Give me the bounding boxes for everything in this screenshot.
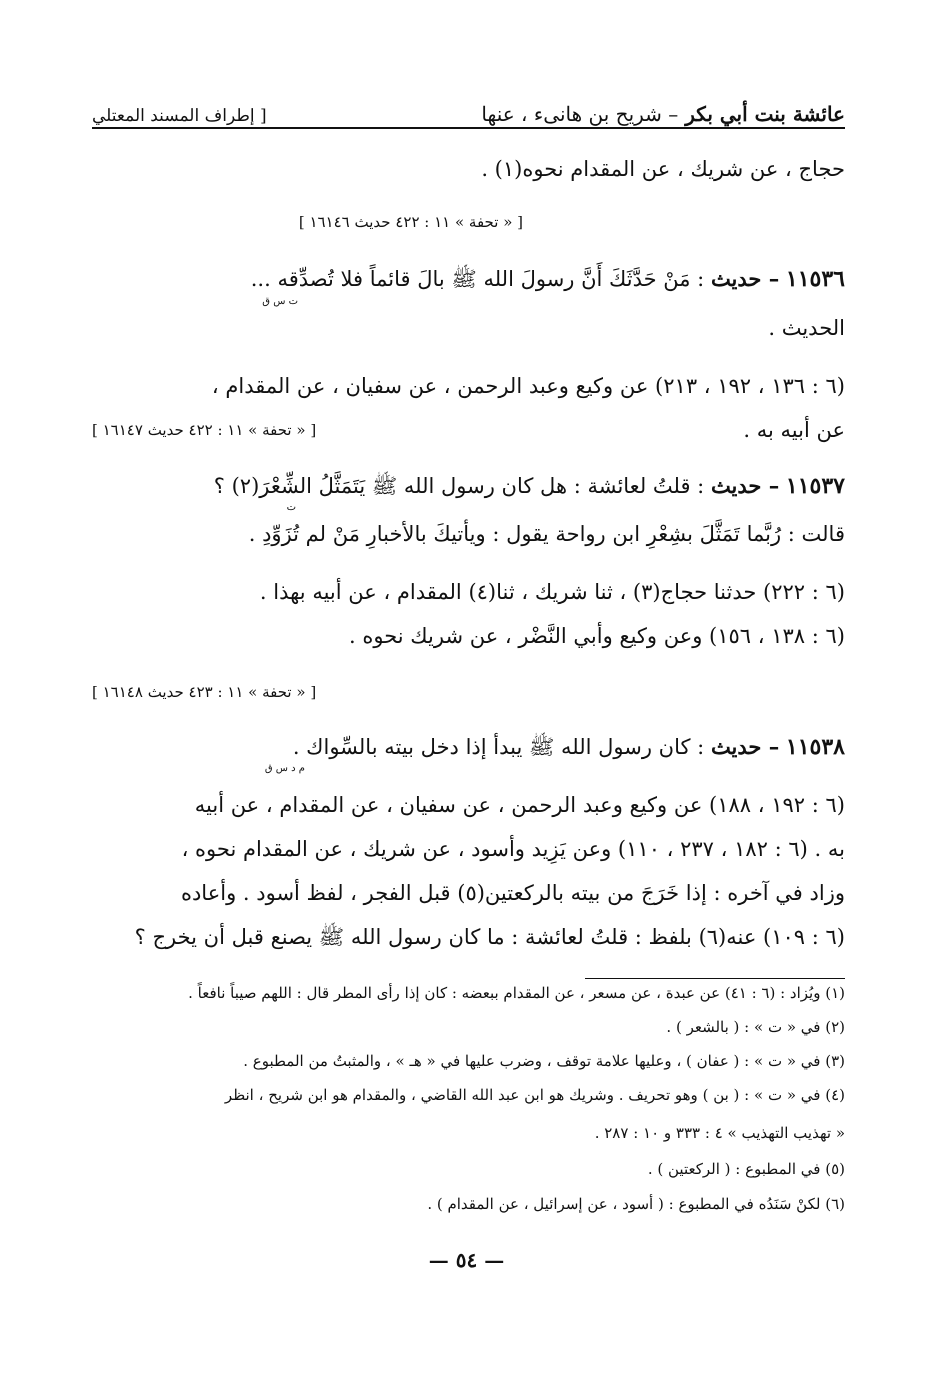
- footnote-separator: [585, 978, 845, 979]
- text-line: وزاد في آخره : إذا خَرَجَ من بيته بالركعتين(٥) قبل الفجر ، لفظ أسود . وأعاده: [180, 881, 845, 905]
- footnote-1: (١) ويُزاد : (٦ : ٤١) عن عبدة ، عن مسعر ، عن المقدام ببعضه : كان إذا رأى المطر قال : اللهم صيباً نافعاً .: [188, 984, 845, 1002]
- hadith-11538: [293, 733, 845, 761]
- text-line: (٦ : ٢٢٢) حدثنا حجاج(٣) ، ثنا شريك ، ثنا(٤) المقدام ، عن أبيه بهذا .: [259, 580, 845, 604]
- text-line: حجاج ، عن شريك ، عن المقدام نحوه(١) .: [481, 157, 845, 181]
- text-line: عن أبيه به .: [743, 418, 845, 442]
- text-line: (٦ : ١٣٨ ، ١٥٦) وعن وكيع وأبي النَّضْر ، عن شريك نحوه .: [349, 624, 845, 648]
- text-line: (٦ : ١٣٦ ، ١٩٢ ، ٢١٣) عن وكيع وعبد الرحمن ، عن سفيان ، عن المقدام ،: [211, 374, 845, 398]
- text-line: الحديث .: [768, 316, 845, 340]
- hadith-label: – حديث: [710, 734, 780, 759]
- footnote-4-continued: « تهذيب التهذيب » ٤ : ٣٣٣ و ١٠ : ٢٨٧ .: [594, 1124, 845, 1142]
- footnote-2: (٢) في « ت » : ( بالشعر ) .: [666, 1018, 845, 1036]
- text-line: به . (٦ : ١٨٢ ، ٢٣٧ ، ١١٠) وعن يَزِيد وأسود ، عن شريك ، عن المقدام نحوه ،: [181, 837, 845, 861]
- footnote-3: (٣) في « ت » : ( عفان ) ، وعليها علامة توقف ، وضرب عليها في « هـ » ، والمثبتُ من المطبوع .: [243, 1052, 845, 1070]
- header-rule: [92, 127, 845, 129]
- hadith-sigla: ت س ق: [262, 296, 298, 307]
- header-chapter-subtitle: – شريح بن هانىء ، عنها: [481, 102, 679, 126]
- hadith-number: ١١٥٣٨: [785, 734, 845, 760]
- hadith-text: : كان رسول الله ﷺ يبدأ إذا دخل بيته بالسِّواك .: [292, 735, 705, 759]
- header-book-title: [ إطراف المسند المعتلي: [92, 106, 267, 126]
- tuhfa-reference: [ « تحفة » ١١ : ٤٢٣ حديث ١٦١٤٨ ]: [92, 683, 317, 701]
- hadith-label: – حديث: [710, 266, 780, 291]
- hadith-number: ١١٥٣٧: [785, 473, 845, 499]
- page-number: — ٥٤ —: [428, 1248, 505, 1272]
- tuhfa-reference: [ « تحفة » ١١ : ٤٢٢ حديث ١٦١٤٦ ]: [298, 213, 523, 231]
- footnote-5: (٥) في المطبوع : ( الركعتين ) .: [647, 1160, 845, 1178]
- header-chapter: [481, 102, 845, 126]
- footnote-4: (٤) في « ت » : ( بن ) وهو تحريف . وشريك هو ابن عبد الله القاضي ، والمقدام هو ابن شريح ، انظر: [224, 1086, 845, 1104]
- text-line: (٦ : ١٩٢ ، ١٨٨) عن وكيع وعبد الرحمن ، عن سفيان ، عن المقدام ، عن أبيه: [194, 793, 845, 817]
- tuhfa-reference: [ « تحفة » ١١ : ٤٢٢ حديث ١٦١٤٧ ]: [92, 421, 317, 439]
- hadith-11536: [251, 265, 845, 293]
- text-line: قالت : رُبَّما تَمَثَّلَ بشِعْرِ ابن رواحة يقول : ويأتيكَ بالأخبارِ مَنْ لم تُزَوِّدِ .: [248, 522, 845, 546]
- hadith-sigla: م د س ق: [264, 763, 305, 774]
- text-line: (٦ : ١٠٩) عنه(٦) بلفظ : قلتُ لعائشة : ما كان رسول الله ﷺ يصنع قبل أن يخرج ؟: [134, 925, 845, 949]
- hadith-number: ١١٥٣٦: [785, 266, 845, 292]
- footnote-6: (٦) لكنْ سَنَدُه في المطبوع : ( أسود ، عن إسرائيل ، عن المقدام ) .: [427, 1195, 845, 1213]
- hadith-11537: [214, 472, 845, 500]
- hadith-text: : مَنْ حَدَّثَكَ أَنَّ رسولَ الله ﷺ بالَ قائماً فلا تُصدِّقه ...: [250, 267, 705, 291]
- hadith-label: – حديث: [710, 473, 780, 498]
- header-chapter-title: عائشة بنت أبي بكر: [685, 102, 845, 126]
- hadith-sigla: ت: [286, 502, 296, 513]
- hadith-text: : قلتُ لعائشة : هل كان رسول الله ﷺ يَتَمَثَّلُ الشِّعْرَ(٢) ؟: [213, 474, 705, 498]
- running-header: [92, 92, 845, 126]
